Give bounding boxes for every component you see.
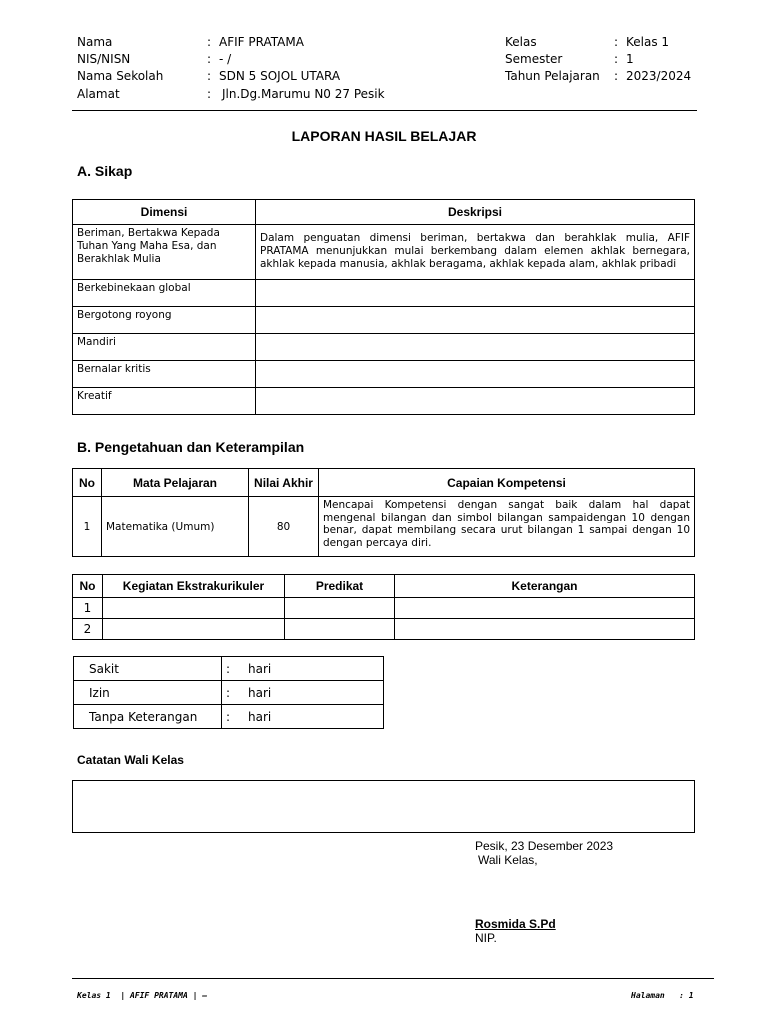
- table-row: [73, 497, 695, 557]
- keterangan-cell: [395, 598, 695, 619]
- sekolah-value: SDN 5 SOJOL UTARA: [219, 69, 341, 83]
- nis-label: NIS/NISN: [77, 52, 131, 66]
- dimensi-cell: Kreatif: [73, 388, 256, 415]
- colon: :: [207, 35, 212, 49]
- table-row: [73, 280, 695, 307]
- table-row: [73, 307, 695, 334]
- table-row: [74, 657, 384, 681]
- deskripsi-cell: [256, 361, 695, 388]
- capaian-cell: Mencapai Kompetensi dengan sangat baik dalam hal dapat mengenal bilangan dan simbol bilangan sampaidengan 10 dengan benar, dapat membilang secara urut bilangan 1 sampai dengan 10 dengan percaya diri.: [319, 497, 695, 557]
- colon: :: [614, 69, 619, 83]
- tahun-label: Tahun Pelajaran: [505, 69, 600, 83]
- keterangan-cell: [395, 619, 695, 640]
- table-header-row: [73, 469, 695, 497]
- absensi-table: [73, 656, 384, 729]
- deskripsi-cell: [256, 307, 695, 334]
- col-nilai: Nilai Akhir: [249, 469, 319, 497]
- colon: :: [207, 87, 212, 101]
- no-cell: 2: [73, 619, 103, 640]
- col-keterangan: Keterangan: [395, 575, 695, 598]
- colon: :: [222, 657, 249, 681]
- place-date: Pesik, 23 Desember 2023: [475, 839, 614, 853]
- col-mapel: Mata Pelajaran: [102, 469, 249, 497]
- nilai-cell: 80: [249, 497, 319, 557]
- colon: :: [207, 69, 212, 83]
- kelas-value: Kelas 1: [626, 35, 670, 49]
- table-row: [74, 705, 384, 729]
- pengetahuan-table: [72, 468, 695, 557]
- footer-divider: [72, 978, 714, 979]
- nama-value: AFIF PRATAMA: [219, 35, 304, 49]
- absensi-label: Izin: [74, 681, 222, 705]
- kegiatan-cell: [103, 598, 285, 619]
- signature-nip: NIP.: [475, 931, 497, 945]
- alamat-value: Jln.Dg.Marumu N0 27 Pesik: [222, 87, 385, 101]
- semester-value: 1: [626, 52, 634, 66]
- colon: :: [614, 52, 619, 66]
- tahun-value: 2023/2024: [626, 69, 692, 83]
- kelas-label: Kelas: [505, 35, 537, 49]
- deskripsi-cell: [256, 388, 695, 415]
- sikap-table: [72, 199, 695, 415]
- col-predikat: Predikat: [285, 575, 395, 598]
- deskripsi-cell: [256, 334, 695, 361]
- page-title: LAPORAN HASIL BELAJAR: [291, 128, 477, 144]
- predikat-cell: [285, 598, 395, 619]
- table-header-row: [73, 200, 695, 225]
- table-header-row: [73, 575, 695, 598]
- table-row: [73, 225, 695, 280]
- colon: :: [207, 52, 212, 66]
- nama-label: Nama: [77, 35, 113, 49]
- dimensi-cell: Beriman, Bertakwa Kepada Tuhan Yang Maha Esa, dan Berakhlak Mulia: [73, 225, 256, 280]
- catatan-box: [72, 780, 695, 833]
- table-row: [73, 598, 695, 619]
- semester-label: Semester: [505, 52, 563, 66]
- table-row: [73, 334, 695, 361]
- table-row: [73, 361, 695, 388]
- mapel-cell: Matematika (Umum): [102, 497, 249, 557]
- kegiatan-cell: [103, 619, 285, 640]
- table-row: [73, 388, 695, 415]
- col-dimensi: Dimensi: [73, 200, 256, 225]
- no-cell: 1: [73, 497, 102, 557]
- absensi-label: Sakit: [74, 657, 222, 681]
- ekskul-table: [72, 574, 695, 640]
- no-cell: 1: [73, 598, 103, 619]
- dimensi-cell: Mandiri: [73, 334, 256, 361]
- col-no: No: [73, 469, 102, 497]
- absensi-unit: hari: [248, 705, 384, 729]
- col-capaian: Capaian Kompetensi: [319, 469, 695, 497]
- deskripsi-cell: [256, 280, 695, 307]
- dimensi-cell: Berkebinekaan global: [73, 280, 256, 307]
- footer-right: Halaman : 1: [631, 991, 694, 1000]
- predikat-cell: [285, 619, 395, 640]
- section-sikap-heading: A. Sikap: [77, 163, 133, 179]
- table-row: [73, 619, 695, 640]
- dimensi-cell: Bergotong royong: [73, 307, 256, 334]
- sekolah-label: Nama Sekolah: [77, 69, 164, 83]
- catatan-heading: Catatan Wali Kelas: [77, 753, 184, 767]
- col-deskripsi: Deskripsi: [256, 200, 695, 225]
- col-kegiatan: Kegiatan Ekstrakurikuler: [103, 575, 285, 598]
- absensi-unit: hari: [248, 681, 384, 705]
- dimensi-cell: Bernalar kritis: [73, 361, 256, 388]
- alamat-label: Alamat: [77, 87, 120, 101]
- nis-value: - /: [219, 52, 232, 66]
- section-pengetahuan-heading: B. Pengetahuan dan Keterampilan: [77, 439, 305, 455]
- signature-name: Rosmida S.Pd: [475, 917, 556, 931]
- absensi-unit: hari: [248, 657, 384, 681]
- colon: :: [614, 35, 619, 49]
- footer-left: Kelas 1 | AFIF PRATAMA | –: [77, 991, 208, 1000]
- absensi-label: Tanpa Keterangan: [74, 705, 222, 729]
- signature-role: Wali Kelas,: [478, 853, 538, 867]
- table-row: [74, 681, 384, 705]
- header-divider: [72, 110, 697, 111]
- colon: :: [222, 681, 249, 705]
- colon: :: [222, 705, 249, 729]
- deskripsi-cell: Dalam penguatan dimensi beriman, bertakwa dan berahklak mulia, AFIF PRATAMA menunjukkan mulai berkembang dalam elemen akhlak bernegara, akhlak kepada manusia, akhlak beragama, akhlak kepada alam, akhlak pribadi: [256, 225, 695, 280]
- col-no: No: [73, 575, 103, 598]
